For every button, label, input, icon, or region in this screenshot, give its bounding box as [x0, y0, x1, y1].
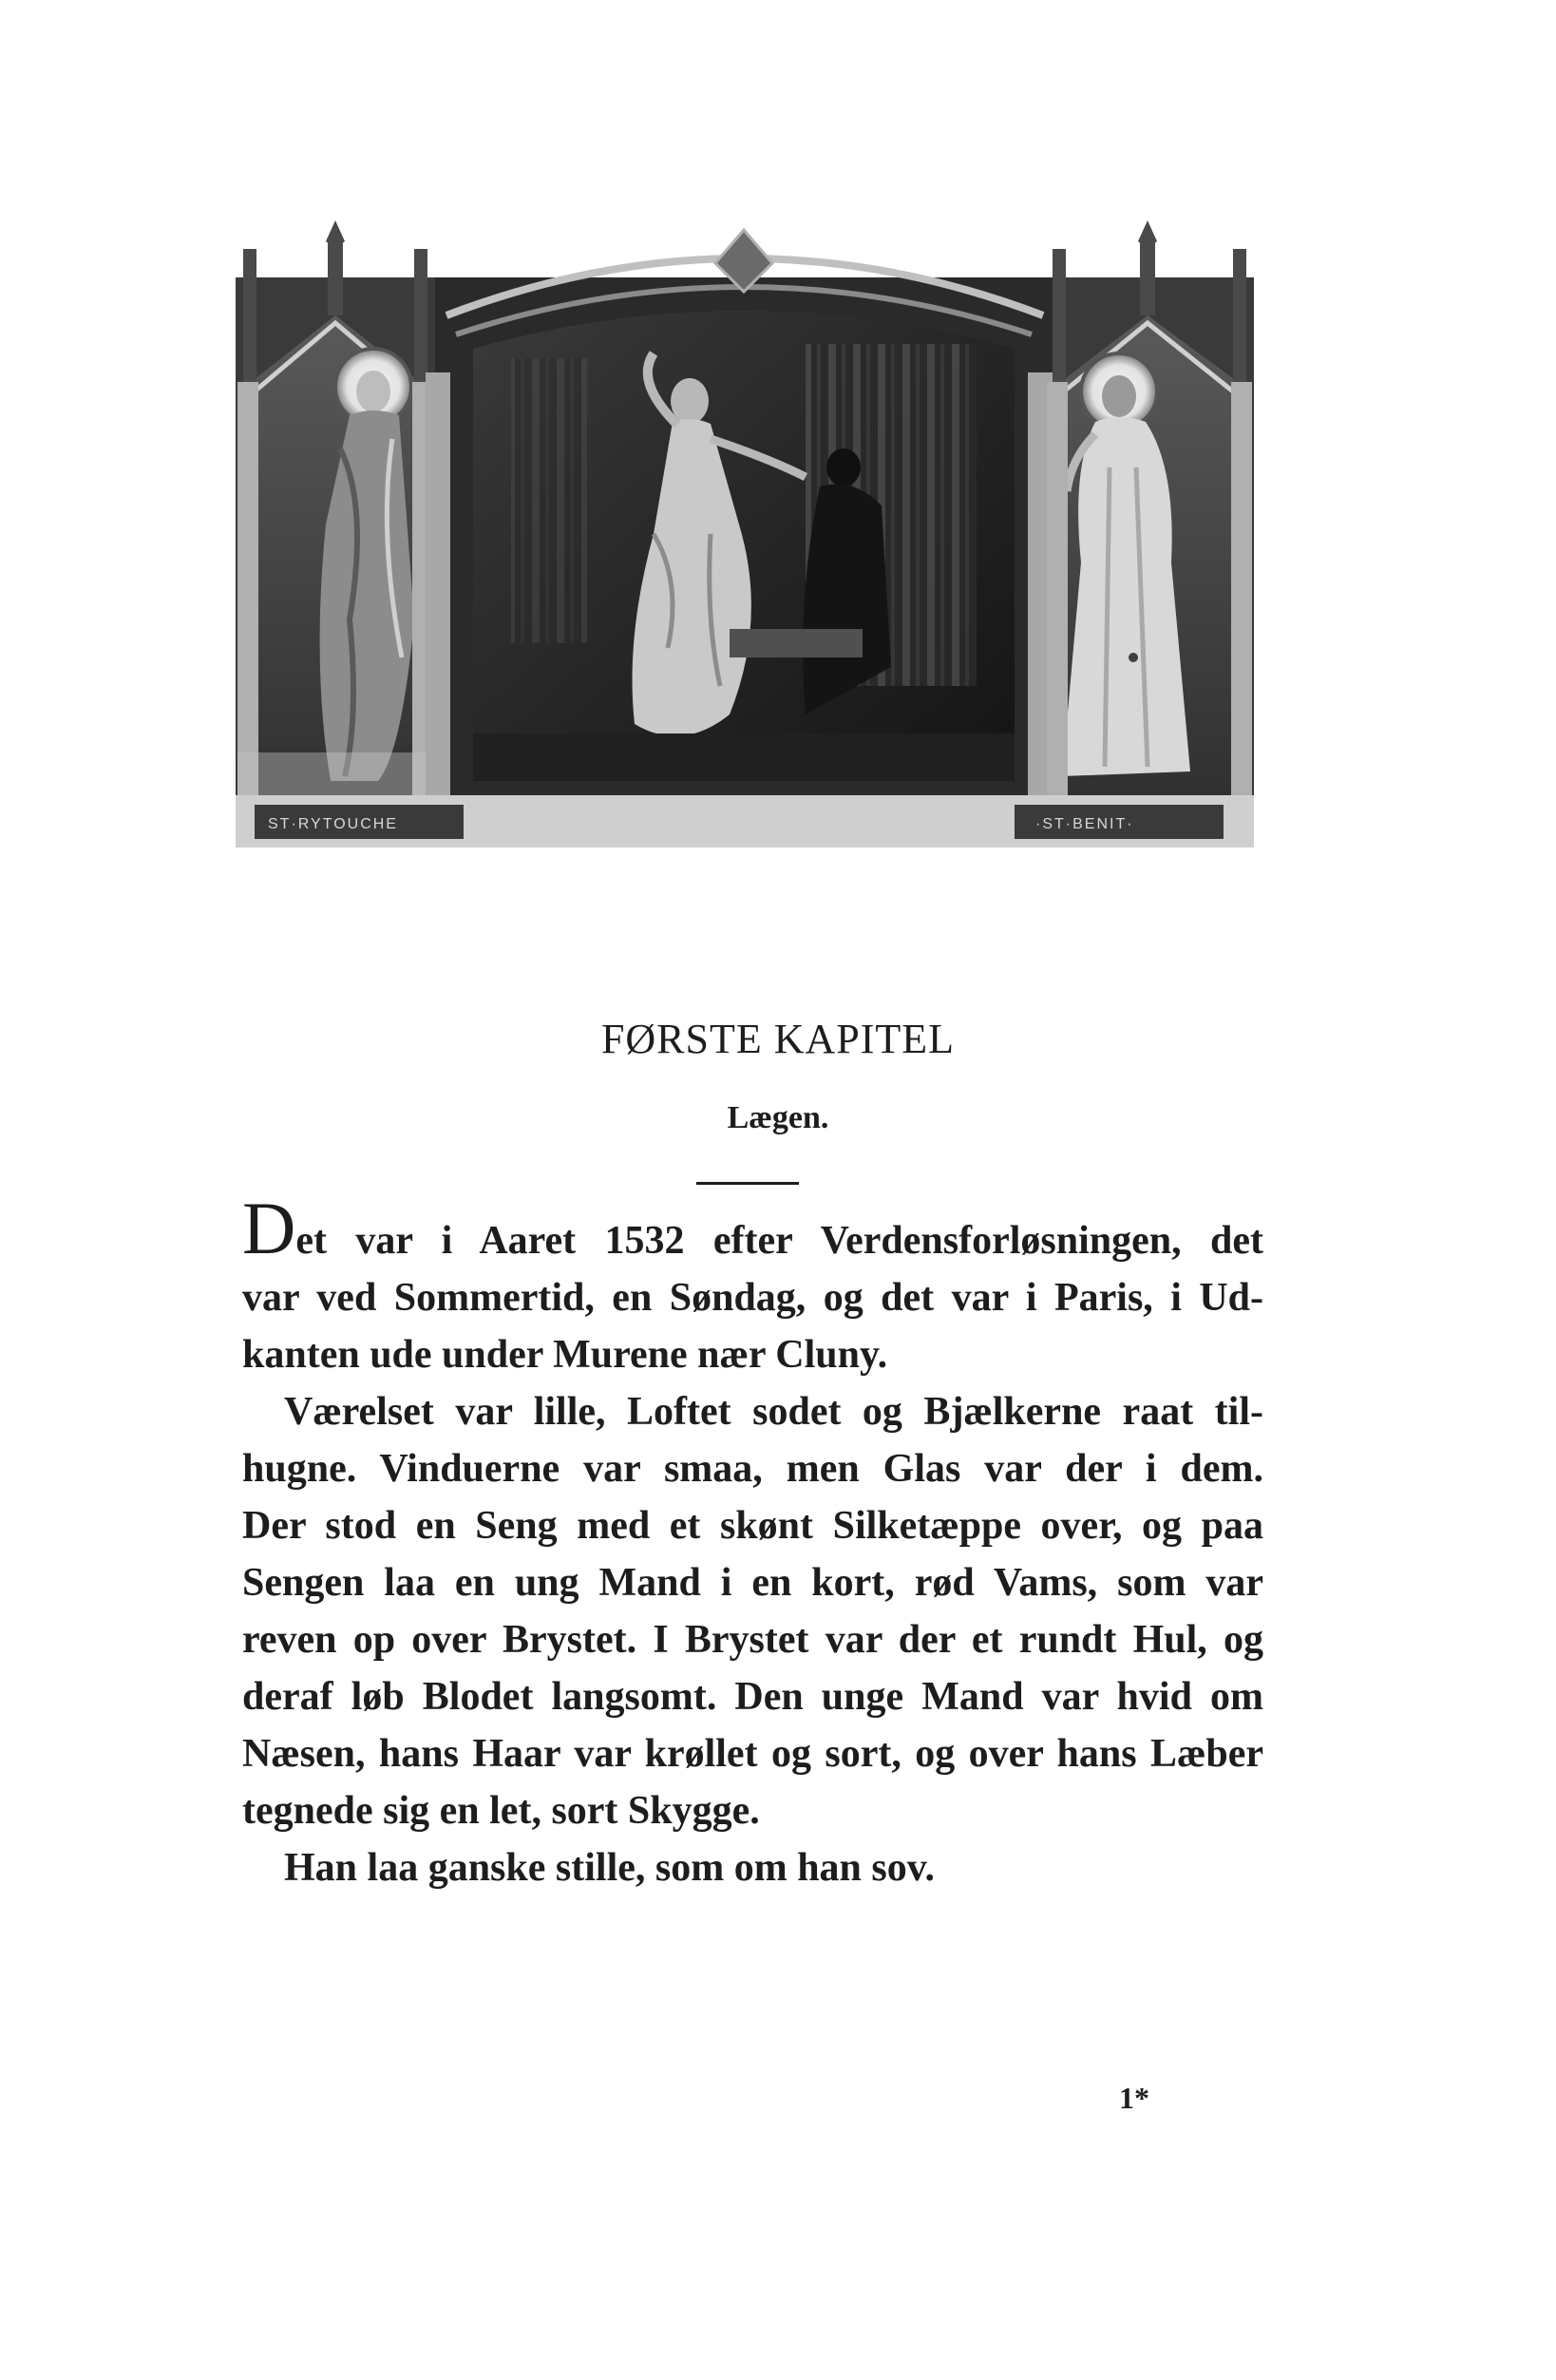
text-line: Det var i Aaret 1532 efter Verdensforløsningen, det	[242, 1187, 1263, 1269]
text-line: tegnede sig en let, sort Skygge.	[242, 1789, 760, 1833]
text-line: Værelset var lille, Loftet sodet og Bjælkerne raat til-	[284, 1390, 1263, 1434]
page-number: 1*	[1119, 2081, 1149, 2115]
text-line: kanten ude under Murene nær Cluny.	[242, 1333, 888, 1377]
text-line: Næsen, hans Haar var krøllet og sort, og over hans Læber	[242, 1732, 1263, 1776]
left-panel-label: ST·RYTOUCHE	[268, 816, 398, 832]
triptych-illustration	[236, 220, 1254, 847]
text-line: deraf løb Blodet langsomt. Den unge Mand var hvid om	[242, 1675, 1263, 1719]
center-scene-panel	[426, 230, 1053, 847]
body-text	[242, 1187, 1263, 1896]
drop-cap: D	[242, 1187, 296, 1269]
text-line: var ved Sommertid, en Søndag, og det var i Paris, i Ud-	[242, 1276, 1263, 1320]
text-line: reven op over Brystet. I Brystet var der et rundt Hul, og	[242, 1618, 1263, 1662]
text-line: Der stod en Seng med et skønt Silketæppe over, og paa	[242, 1504, 1263, 1548]
right-panel-label: ·ST·BENIT·	[1035, 816, 1134, 832]
chapter-subtitle: Lægen.	[727, 1100, 829, 1135]
text-line: Han laa ganske stille, som om han sov.	[284, 1846, 935, 1890]
chapter-title: FØRSTE KAPITEL	[600, 1016, 956, 1062]
text-line: hugne. Vinduerne var smaa, men Glas var der i dem.	[242, 1447, 1263, 1491]
title-divider	[696, 1182, 799, 1185]
text-line: Sengen laa en ung Mand i en kort, rød Vams, som var	[242, 1561, 1263, 1605]
